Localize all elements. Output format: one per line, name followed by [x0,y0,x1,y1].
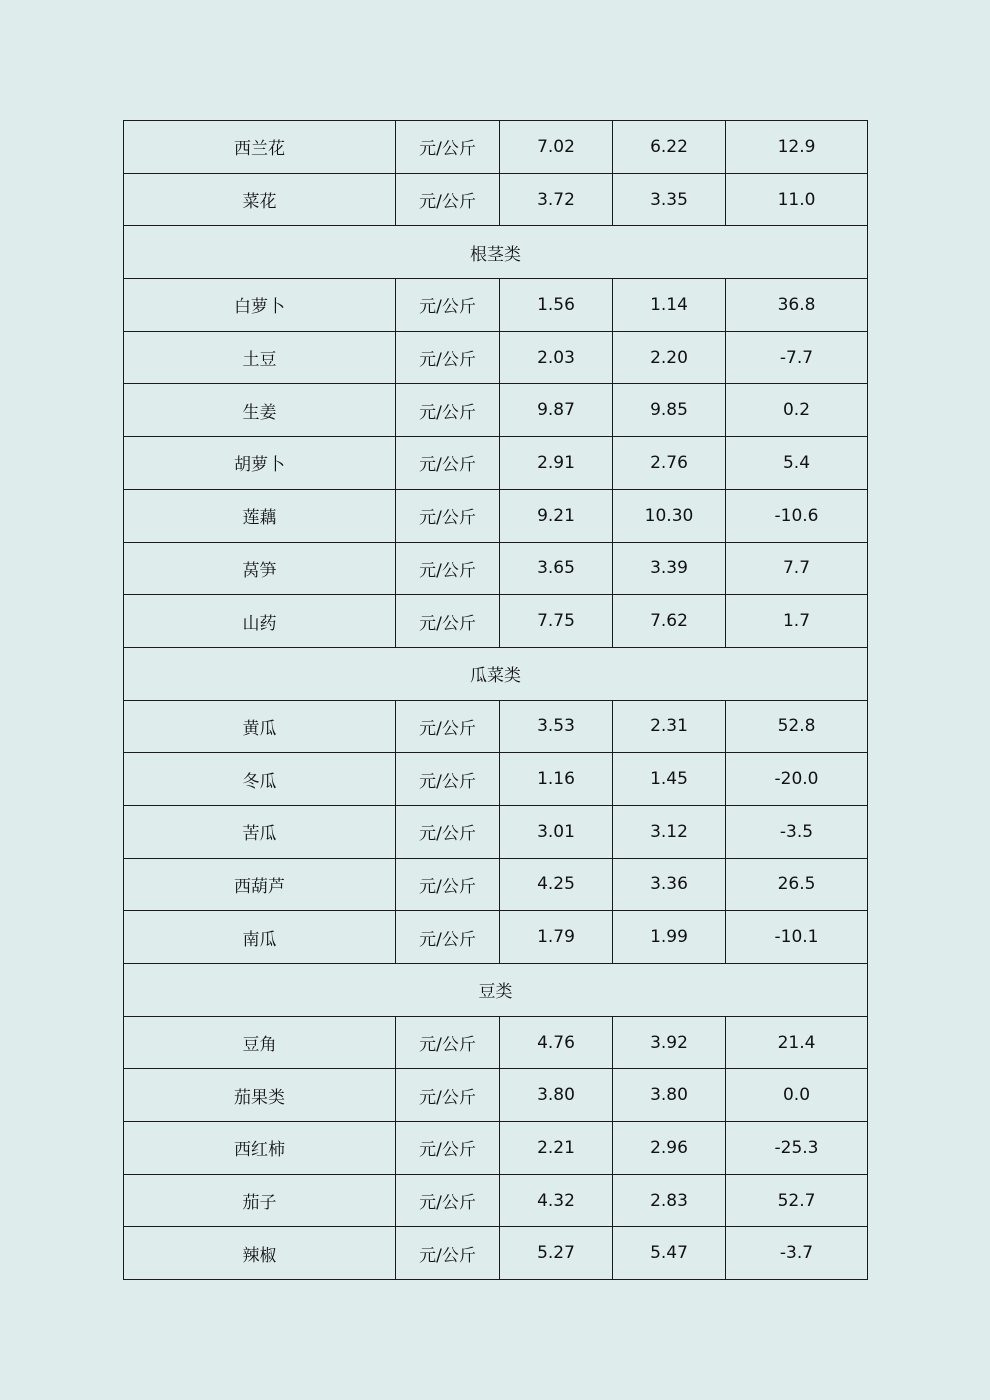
price-previous-cell: 2.96 [613,1122,726,1175]
item-name-cell: 生姜 [124,384,396,437]
change-percent-cell: 5.4 [726,437,868,490]
table-row [124,911,868,964]
unit-cell: 元/公斤 [396,1227,500,1280]
change-percent-cell: 21.4 [726,1016,868,1069]
change-percent-cell: 12.9 [726,121,868,174]
unit-cell: 元/公斤 [396,173,500,226]
price-current-cell: 7.75 [500,595,613,648]
change-percent-cell: 0.2 [726,384,868,437]
price-current-cell: 1.56 [500,279,613,332]
category-row [124,226,868,279]
price-previous-cell: 2.31 [613,700,726,753]
price-current-cell: 1.16 [500,753,613,806]
unit-cell: 元/公斤 [396,384,500,437]
table-row [124,384,868,437]
price-previous-cell: 3.80 [613,1069,726,1122]
table-row [124,121,868,174]
change-percent-cell: 1.7 [726,595,868,648]
change-percent-cell: -25.3 [726,1122,868,1175]
table-row [124,1174,868,1227]
item-name-cell: 黄瓜 [124,700,396,753]
table-row [124,173,868,226]
unit-cell: 元/公斤 [396,1174,500,1227]
price-current-cell: 3.72 [500,173,613,226]
item-name-cell: 冬瓜 [124,753,396,806]
price-current-cell: 7.02 [500,121,613,174]
change-percent-cell: -10.6 [726,489,868,542]
price-previous-cell: 1.14 [613,279,726,332]
item-name-cell: 南瓜 [124,911,396,964]
table-row [124,1122,868,1175]
unit-cell: 元/公斤 [396,1069,500,1122]
price-previous-cell: 2.76 [613,437,726,490]
change-percent-cell: 26.5 [726,858,868,911]
category-row [124,647,868,700]
price-previous-cell: 5.47 [613,1227,726,1280]
item-name-cell: 辣椒 [124,1227,396,1280]
price-current-cell: 4.25 [500,858,613,911]
unit-cell: 元/公斤 [396,542,500,595]
item-name-cell: 豆角 [124,1016,396,1069]
price-previous-cell: 3.35 [613,173,726,226]
change-percent-cell: 52.7 [726,1174,868,1227]
unit-cell: 元/公斤 [396,331,500,384]
change-percent-cell: 7.7 [726,542,868,595]
unit-cell: 元/公斤 [396,489,500,542]
item-name-cell: 莴笋 [124,542,396,595]
item-name-cell: 苦瓜 [124,805,396,858]
price-current-cell: 3.01 [500,805,613,858]
category-header: 根茎类 [124,226,868,279]
unit-cell: 元/公斤 [396,1122,500,1175]
price-current-cell: 2.03 [500,331,613,384]
price-previous-cell: 3.39 [613,542,726,595]
change-percent-cell: -20.0 [726,753,868,806]
price-current-cell: 3.80 [500,1069,613,1122]
change-percent-cell: -10.1 [726,911,868,964]
change-percent-cell: -3.7 [726,1227,868,1280]
item-name-cell: 菜花 [124,173,396,226]
table-row [124,1016,868,1069]
unit-cell: 元/公斤 [396,1016,500,1069]
item-name-cell: 西兰花 [124,121,396,174]
table-row [124,700,868,753]
price-previous-cell: 6.22 [613,121,726,174]
price-previous-cell: 1.45 [613,753,726,806]
item-name-cell: 白萝卜 [124,279,396,332]
price-current-cell: 5.27 [500,1227,613,1280]
unit-cell: 元/公斤 [396,279,500,332]
price-previous-cell: 2.83 [613,1174,726,1227]
change-percent-cell: -7.7 [726,331,868,384]
item-name-cell: 土豆 [124,331,396,384]
table-row [124,858,868,911]
price-previous-cell: 3.12 [613,805,726,858]
price-current-cell: 4.76 [500,1016,613,1069]
unit-cell: 元/公斤 [396,437,500,490]
unit-cell: 元/公斤 [396,858,500,911]
item-name-cell: 茄子 [124,1174,396,1227]
price-previous-cell: 9.85 [613,384,726,437]
table-row [124,489,868,542]
table-row [124,1227,868,1280]
price-previous-cell: 3.36 [613,858,726,911]
price-current-cell: 9.21 [500,489,613,542]
price-current-cell: 2.91 [500,437,613,490]
price-previous-cell: 1.99 [613,911,726,964]
unit-cell: 元/公斤 [396,753,500,806]
price-current-cell: 4.32 [500,1174,613,1227]
item-name-cell: 莲藕 [124,489,396,542]
price-current-cell: 2.21 [500,1122,613,1175]
change-percent-cell: 11.0 [726,173,868,226]
price-previous-cell: 10.30 [613,489,726,542]
table-row [124,331,868,384]
unit-cell: 元/公斤 [396,700,500,753]
item-name-cell: 茄果类 [124,1069,396,1122]
category-row [124,964,868,1017]
unit-cell: 元/公斤 [396,595,500,648]
item-name-cell: 山药 [124,595,396,648]
price-table [123,120,868,1280]
table-row [124,805,868,858]
table-row [124,1069,868,1122]
change-percent-cell: 36.8 [726,279,868,332]
item-name-cell: 胡萝卜 [124,437,396,490]
table-row [124,279,868,332]
category-header: 豆类 [124,964,868,1017]
price-previous-cell: 3.92 [613,1016,726,1069]
item-name-cell: 西红柿 [124,1122,396,1175]
table-row [124,753,868,806]
item-name-cell: 西葫芦 [124,858,396,911]
category-header: 瓜菜类 [124,647,868,700]
table-row [124,437,868,490]
unit-cell: 元/公斤 [396,911,500,964]
unit-cell: 元/公斤 [396,805,500,858]
price-current-cell: 9.87 [500,384,613,437]
price-previous-cell: 2.20 [613,331,726,384]
price-current-cell: 3.53 [500,700,613,753]
price-current-cell: 1.79 [500,911,613,964]
table-body [124,121,868,1280]
price-previous-cell: 7.62 [613,595,726,648]
price-current-cell: 3.65 [500,542,613,595]
change-percent-cell: 52.8 [726,700,868,753]
unit-cell: 元/公斤 [396,121,500,174]
change-percent-cell: 0.0 [726,1069,868,1122]
table-row [124,542,868,595]
table-row [124,595,868,648]
change-percent-cell: -3.5 [726,805,868,858]
